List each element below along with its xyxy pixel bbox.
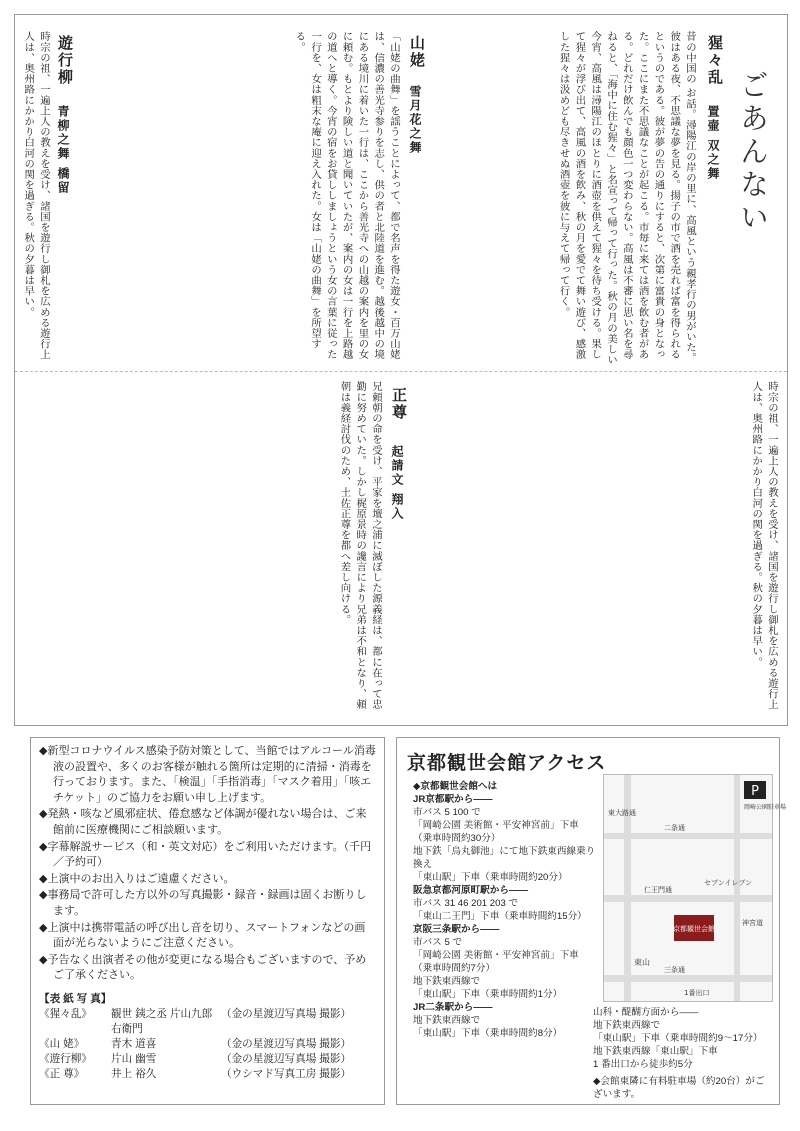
route-line: 地下鉄東西線で	[413, 976, 481, 987]
credit-photo: （ウシマド写真工房 撮影）	[221, 1067, 352, 1080]
notice-item: ◆新型コロナウイルス感染予防対策として、当館ではアルコール消毒液の設置や、多くのお客様が触れる箇所は定期的に清掃・消毒を行っております。また、「検温」「手指消毒」「マスク着用」「咳エチケット」のご協力をお願い申し上げます。	[39, 745, 376, 804]
access-box	[396, 737, 787, 1105]
shojo-body: 昔の中国の お話。潯陽江の岸の里に、高風という親孝行の男がいた。彼はある夜、不思議な夢を見る。揚子の市で酒を売れば富を得られるというのである。彼が夢の告の通りにすると、次第に富貴の身となった。ここにまた不思議なことが起こる。市毎に来ては酒を飲む者がある。どれだけ飲んでも顔色一つ変わらない。高風は不審に思い名を尋ねると、「海中に住む猩々」と名宣って帰って行った。秋の月の美しい今宵、高風は潯陽江のほとりに酒壺を供えて猩々を待ち受ける。果して猩々が浮び出て、高風の酒を飲み、秋の月を愛でて舞い遊び、感激した猩々は汲めども尽きせぬ酒壺を彼に与えて帰って行く。	[557, 31, 696, 365]
credit-photo: （金の星渡辺写真場 撮影）	[221, 1052, 352, 1065]
credit-play: 《正 尊》	[39, 1067, 85, 1080]
route-line: 市バス 5 で	[413, 937, 463, 948]
parking-label: 岡崎公園駐車場	[744, 804, 787, 811]
kawabata-label: 東大路通	[608, 809, 636, 817]
route-head: 京阪三条駅から――	[413, 924, 500, 935]
credits-title: 【表 紙 写 真】	[39, 992, 112, 1005]
niomon-label: 仁王門通	[644, 886, 672, 894]
notice-item: ◆事務局で許可した方以外の写真撮影・録音・録画は固くお断りします。	[39, 889, 367, 917]
cover-photo-credits	[39, 992, 376, 1082]
credit-actor: 井上 裕久	[111, 1067, 157, 1080]
route-line: 地下鉄東西線「東山駅」下車	[593, 1046, 718, 1057]
route-line: 市バス 5 100 で	[413, 807, 481, 818]
shoson-subtitle: 起請文 翔入	[390, 445, 404, 522]
yugyo-body: 時宗の祖、一遍上人の教えを受け、諸国を遊行し御札を広める遊行上人は、奥州路にかかり白河の関を過ぎる。秋の夕暮は早い。	[22, 31, 50, 360]
credit-row	[39, 1007, 376, 1037]
route-line: （乗車時間約30分）	[413, 833, 501, 844]
jingu-label: 神宮道	[742, 919, 763, 927]
credit-play: 《遊行柳》	[39, 1052, 92, 1065]
route-head: JR二条駅から――	[413, 1002, 493, 1013]
notices-box	[30, 737, 385, 1105]
route-line: 1 番出口から徒歩約5分	[593, 1059, 693, 1070]
route-line: 地下鉄東西線で	[593, 1020, 661, 1031]
yugyo-subtitle: 青柳之舞 橋留	[56, 105, 70, 196]
access-title: 京都観世会館アクセス	[407, 753, 607, 774]
route-line: 「東山駅」下車（乗車時間約9～17分）	[593, 1033, 763, 1044]
shojo-title: 猩々乱	[706, 35, 724, 86]
route-line: 「岡崎公園 美術館・平安神宮前」下車	[413, 950, 579, 961]
yamanba-title: 山姥	[408, 35, 426, 69]
credit-row	[39, 1037, 376, 1052]
map-svg	[604, 775, 787, 1001]
yugyo-title: 遊行柳	[56, 35, 74, 86]
route-list	[413, 780, 603, 1040]
sanjo-label: 三条通	[664, 966, 685, 974]
venue-label: 京都観世会館	[673, 925, 715, 933]
seven-label: セブンイレブン	[704, 879, 753, 887]
shoson-body: 兄頼朝の命を受け、平家を壇之浦に滅ぼした源義経は、都に在って忠勤に努めていた。しかし梶原景時の讒言により兄弟は不和となり、頼朝は義経討伐のため、土佐正尊を都へ差し向ける。	[338, 381, 382, 710]
route-line: 「東山駅」下車（乗車時間約20分）	[413, 872, 568, 883]
route-line: 「東山駅」下車（乗車時間約8分）	[413, 1028, 563, 1039]
nijo-label: 二条通	[664, 824, 685, 832]
shoson-title: 正尊	[390, 387, 408, 421]
credit-play: 《猩々乱》	[39, 1007, 92, 1020]
notice-list	[39, 744, 376, 984]
section-divider	[15, 371, 787, 372]
notice-item: ◆字幕解説サービス（和・英文対応）をご利用いただけます。（千円／予約可）	[39, 840, 372, 869]
route-line: （乗車時間約7分）	[413, 963, 496, 974]
credit-row	[39, 1067, 376, 1082]
route-line: 地下鉄東西線で	[413, 1015, 481, 1026]
route-line: 市バス 31 46 201 203 で	[413, 898, 519, 909]
yamanba-subtitle: 雪月花之舞	[408, 85, 422, 155]
route-intro: ◆京都観世会館へは	[413, 781, 498, 792]
route-head: JR京都駅から――	[413, 794, 493, 805]
yamashina-route	[593, 1006, 773, 1101]
exit-label: 1番出口	[684, 989, 710, 997]
yamanba-body: 「山姥の曲舞」を謡うことによって、都で名声を得た遊女・百万山姥は、信濃の善光寺参りを志し、供の者と北陸道を進む。越後越中の境にある境川に着いた一行は、ここから善光寺への山越の案内を里の女に頼む。もとより険しい道と聞いていたが、案内の女は一行を上路越の道へと導く。今宵の宿をお貸ししましょうという女の言葉に従った一行を、女は粗末な庵に迎え入れた。女は「山姥の曲舞」を所望する。	[293, 31, 400, 360]
route-line: 「岡崎公園 美術館・平安神宮前」下車	[413, 820, 579, 831]
credit-actor: 観世 銕之丞 片山九郎右衛門	[111, 1007, 213, 1035]
station-label: 東山	[634, 958, 650, 967]
route-head: 阪急京都河原町駅から――	[413, 885, 529, 896]
program-guide-panel	[14, 14, 788, 726]
guide-heading: ごあんない	[736, 70, 770, 235]
credit-actor: 片山 幽雪	[111, 1052, 157, 1065]
shojo-subtitle: 置壷 双之舞	[706, 105, 720, 182]
credit-row	[39, 1052, 376, 1067]
street-jingumichi	[734, 775, 740, 1001]
credit-photo: （金の星渡辺写真場 撮影）	[221, 1037, 352, 1050]
credit-actor: 青木 道喜	[111, 1037, 157, 1050]
route-line: 山科・醍醐方面から――	[593, 1007, 699, 1018]
notice-item: ◆上演中のお出入りはご遠慮ください。	[39, 872, 235, 885]
svg-text:P: P	[751, 784, 759, 799]
credit-play: 《山 姥》	[39, 1037, 85, 1050]
route-line: 「東山二王門」下車（乗車時間約15分）	[413, 911, 587, 922]
access-map	[603, 774, 787, 1002]
yugyo-body-continued: 時宗の祖、一遍上人の教えを受け、諸国を遊行し御札を広める遊行上人は、奥州路にかかり白河の関を過ぎる。秋の夕暮は早い。	[750, 381, 778, 710]
notice-item: ◆発熱・咳など風邪症状、倦怠感など体調が優れない場合は、ご来館前に医療機関にご相談願います。	[39, 808, 367, 836]
route-line: 地下鉄「烏丸御池」にて地下鉄東西線乗り換え	[413, 846, 596, 870]
notice-item: ◆予告なく出演者その他が変更になる場合もございますので、予めご了承ください。	[39, 953, 367, 982]
route-line: 「東山駅」下車（乗車時間約1分）	[413, 989, 563, 1000]
credit-photo: （金の星渡辺写真場 撮影）	[221, 1007, 352, 1020]
parking-note: ◆会館東隣に有料駐車場（約20台）がございます。	[593, 1076, 765, 1100]
notice-item: ◆上演中は携帯電話の呼び出し音を切り、スマートフォンなどの画面が光らないようにご注意ください。	[39, 921, 366, 950]
